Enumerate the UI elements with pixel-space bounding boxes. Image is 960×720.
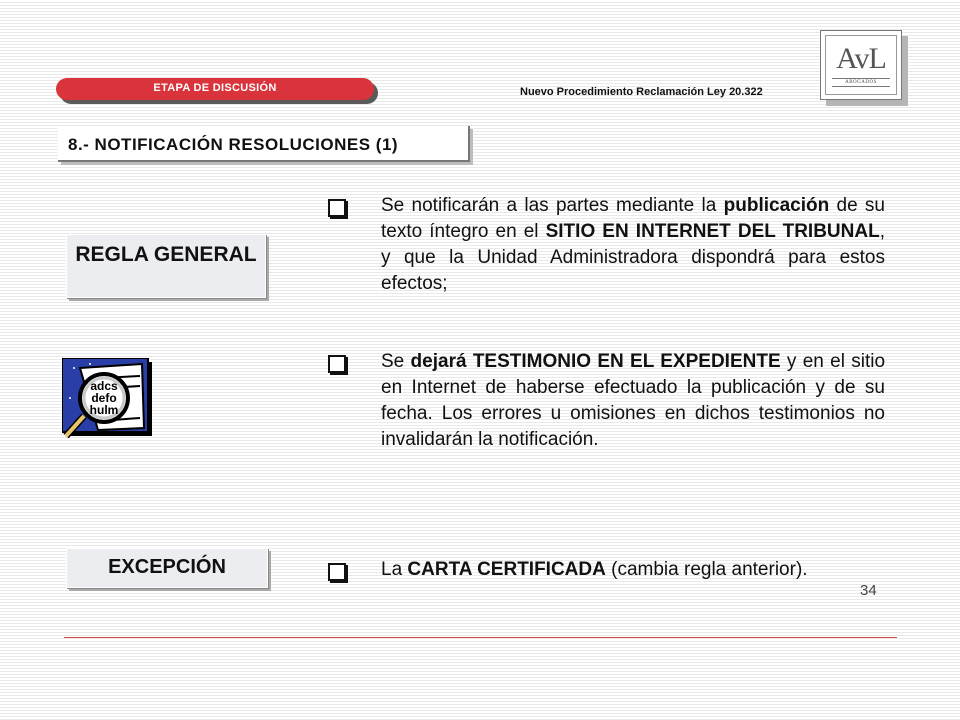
firm-logo bbox=[820, 30, 902, 100]
footer-divider bbox=[64, 637, 897, 638]
checkbox-bullet-icon bbox=[328, 563, 346, 581]
clipart-line-2: defo bbox=[91, 391, 117, 405]
exception-label: EXCEPCIÓN bbox=[66, 548, 268, 588]
checkbox-bullet-icon bbox=[328, 355, 346, 373]
bold-text-segment: dejará TESTIMONIO EN EL EXPEDIENTE bbox=[410, 351, 781, 372]
bold-text-segment: SITIO EN INTERNET DEL TRIBUNAL bbox=[545, 221, 880, 242]
page-number: 34 bbox=[860, 582, 877, 599]
text-segment: de su texto íntegro en el bbox=[381, 195, 886, 242]
text-segment: La bbox=[381, 559, 408, 580]
text-segment: (cambia regla anterior). bbox=[605, 559, 808, 580]
bullet-text bbox=[381, 349, 885, 453]
bold-text-segment: CARTA CERTIFICADA bbox=[407, 559, 606, 580]
bullet-text bbox=[381, 557, 885, 583]
text-segment: Se bbox=[381, 351, 411, 372]
stage-label: ETAPA DE DISCUSIÓN bbox=[56, 78, 374, 100]
logo-text: AvL bbox=[836, 42, 886, 75]
text-segment: Se notificarán a las partes mediante la bbox=[381, 195, 724, 216]
bullet-text bbox=[381, 193, 885, 297]
checkbox-bullet-icon bbox=[328, 199, 346, 217]
magnifying-glass-icon bbox=[62, 358, 154, 438]
text-segment: , y que la Unidad Administradora dispondrá para estos efectos; bbox=[381, 221, 885, 294]
section-title-box bbox=[58, 126, 470, 162]
general-rule-label: REGLA GENERAL bbox=[66, 234, 266, 298]
bold-text-segment: publicación bbox=[723, 195, 830, 216]
logo-subtext: ABOGADOS bbox=[826, 78, 896, 87]
procedure-title: Nuevo Procedimiento Reclamación Ley 20.322 bbox=[520, 86, 763, 98]
section-title: 8.- NOTIFICACIÓN RESOLUCIONES (1) bbox=[68, 135, 399, 154]
clipart-line-1: adcs bbox=[90, 379, 118, 393]
clipart-line-3: hulm bbox=[89, 403, 119, 417]
text-segment: y en el sitio en Internet de haberse efectuado la publicación y de su fecha. Los errores u omisiones en dichos testimonios no invalidarán la notificación. bbox=[381, 351, 886, 450]
